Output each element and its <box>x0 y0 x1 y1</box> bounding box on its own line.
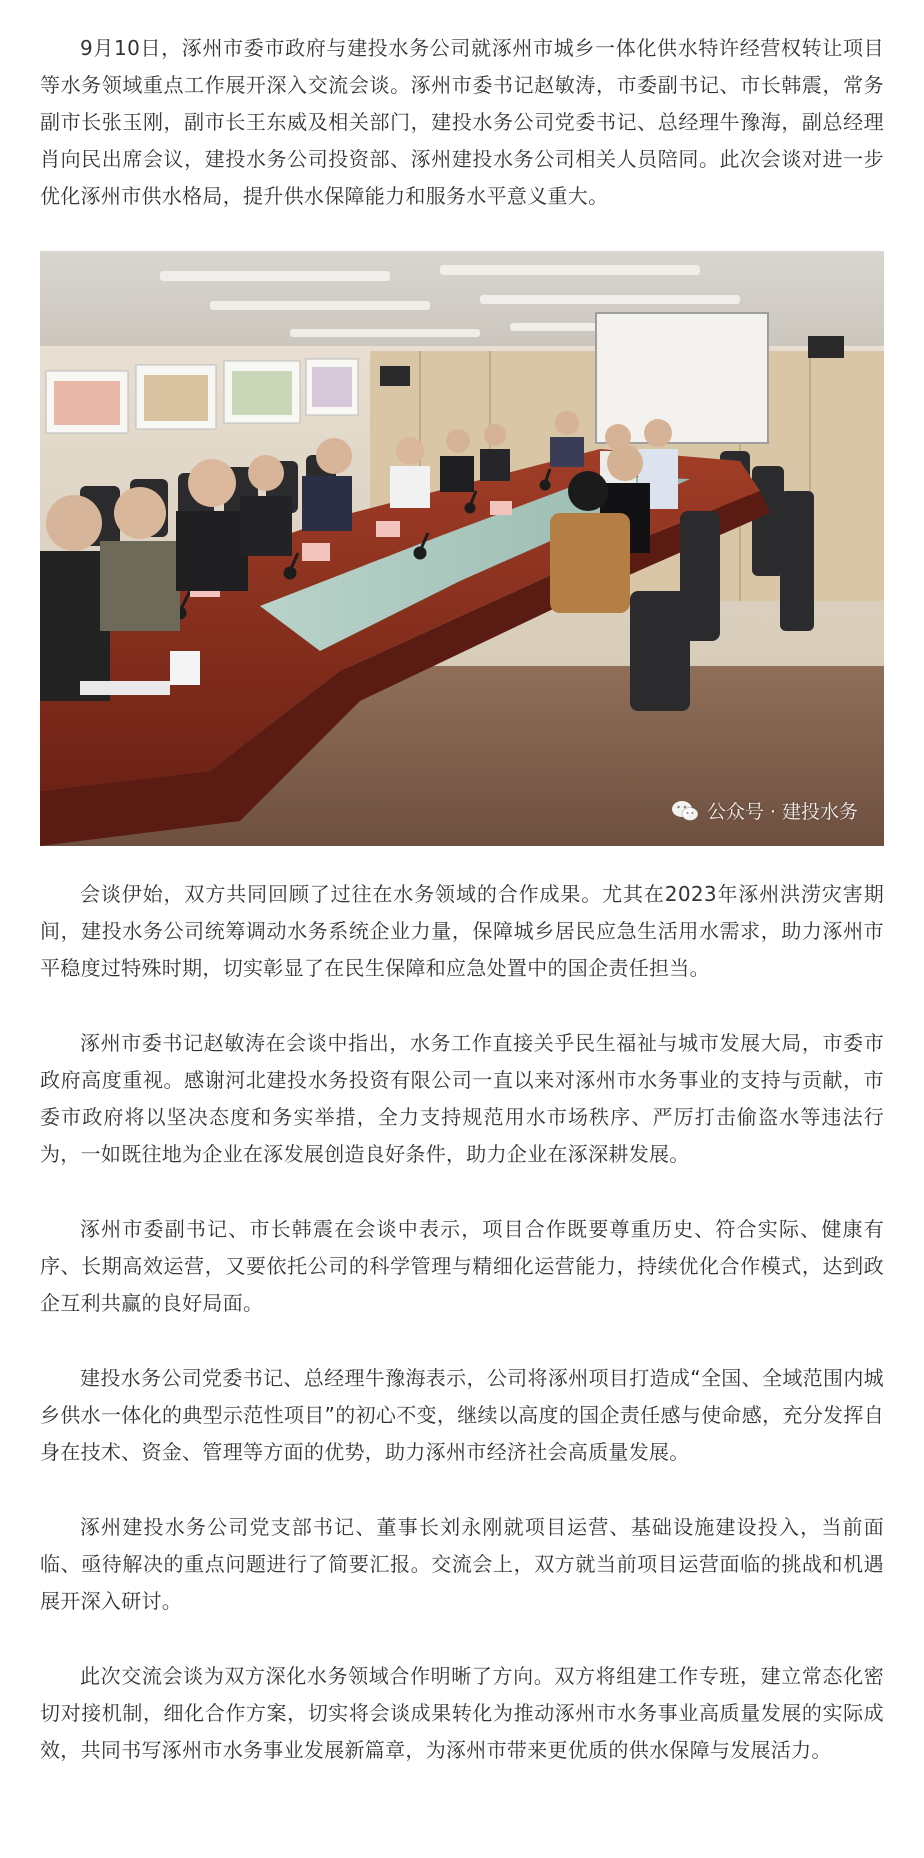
article-paragraph-4: 涿州市委副书记、市长韩震在会谈中表示，项目合作既要尊重历史、符合实际、健康有序、长期高效运营，又要依托公司的科学管理与精细化运营能力，持续优化合作模式，达到政企互利共赢的良好局面。 <box>40 1217 884 1315</box>
meeting-photo-illustration <box>40 251 884 846</box>
watermark <box>671 797 858 824</box>
article-paragraph-2: 会谈伊始，双方共同回顾了过往在水务领域的合作成果。尤其在2023年涿州洪涝灾害期间，建投水务公司统筹调动水务系统企业力量，保障城乡居民应急生活用水需求，助力涿州市平稳度过特殊时期，切实彰显了在民生保障和应急处置中的国企责任担当。 <box>40 882 884 980</box>
meeting-photo <box>40 251 884 846</box>
article-paragraph-7: 此次交流会谈为双方深化水务领域合作明晰了方向。双方将组建工作专班，建立常态化密切对接机制，细化合作方案，切实将会谈成果转化为推动涿州市水务事业高质量发展的实际成效，共同书写涿州市水务事业发展新篇章，为涿州市带来更优质的供水保障与发展活力。 <box>40 1664 884 1762</box>
article-paragraph-5: 建投水务公司党委书记、总经理牛豫海表示，公司将涿州项目打造成“全国、全域范围内城乡供水一体化的典型示范性项目”的初心不变，继续以高度的国企责任感与使命感，充分发挥自身在技术、资金、管理等方面的优势，助力涿州市经济社会高质量发展。 <box>40 1366 884 1464</box>
wechat-icon <box>671 800 699 822</box>
article-paragraph-1: 9月10日，涿州市委市政府与建投水务公司就涿州市城乡一体化供水特许经营权转让项目等水务领域重点工作展开深入交流会谈。涿州市委书记赵敏涛，市委副书记、市长韩震，常务副市长张玉刚，副市长王东威及相关部门，建投水务公司党委书记、总经理牛豫海，副总经理肖向民出席会议，建投水务公司投资部、涿州建投水务公司相关人员陪同。此次会谈对进一步优化涿州市供水格局，提升供水保障能力和服务水平意义重大。 <box>40 36 884 208</box>
article-paragraph-6: 涿州建投水务公司党支部书记、董事长刘永刚就项目运营、基础设施建设投入，当前面临、亟待解决的重点问题进行了简要汇报。交流会上，双方就当前项目运营面临的挑战和机遇展开深入研讨。 <box>40 1515 884 1613</box>
article-paragraph-3: 涿州市委书记赵敏涛在会谈中指出，水务工作直接关乎民生福祉与城市发展大局，市委市政府高度重视。感谢河北建投水务投资有限公司一直以来对涿州市水务事业的支持与贡献，市委市政府将以坚决态度和务实举措，全力支持规范用水市场秩序、严厉打击偷盗水等违法行为，一如既往地为企业在涿发展创造良好条件，助力企业在涿深耕发展。 <box>40 1031 884 1166</box>
watermark-text: 公众号 · 建投水务 <box>706 801 858 823</box>
